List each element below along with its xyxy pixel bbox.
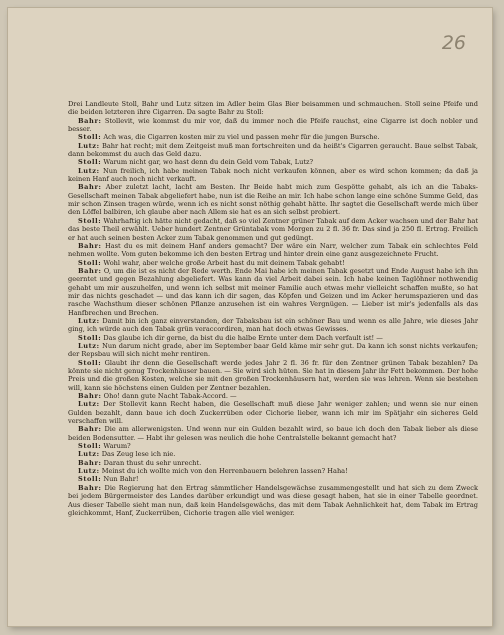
paragraph	[68, 484, 478, 517]
paragraph	[68, 400, 478, 425]
paragraph-text: Warum?	[103, 442, 131, 451]
paragraph-text: Daran thust du sehr unrecht.	[103, 458, 202, 467]
paragraph	[68, 317, 478, 334]
paragraph-text: Nun freilich, ich habe meinen Tabak noch nicht verkaufen können, aber es wird schon kommen; da daß ja keinen Hanf auch noch nicht verkauft.	[68, 166, 478, 184]
paragraph-text: Das glaube ich dir gerne, da bist du die halbe Ernte unter dem Dach verfault ist! —	[103, 333, 383, 342]
paragraph	[68, 359, 478, 392]
speaker-name: Stoll:	[78, 475, 102, 484]
speaker-name: Bahr:	[78, 116, 102, 125]
paragraph-text: Die am allerwenigsten. Und wenn nur ein Gulden bezahlt wird, so baue ich doch den Tabak lieber als diese beiden Bodensutter. — Habt ihr gelesen was neulich die hohe Centralstelle bekannt gemacht hat?	[68, 425, 478, 442]
speaker-name: Stoll:	[78, 358, 102, 367]
paragraph	[68, 117, 478, 134]
paragraph-text: Damit bin ich ganz einverstanden, der Tabaksbau ist ein schöner Bau und wenn es alle Jahre, wie dieses Jahr ging, ich würde auch den Tabak grün veraccordiren, man hat doch etwas Gewisses.	[68, 316, 478, 334]
speaker-name: Stoll:	[78, 216, 102, 225]
paragraph-text: Bahr hat recht; mit dem Zeitgeist muß man fortschreiten und da heißt's Cigarren geraucht. Baue selbst Tabak, dann bekommst du auch das Geld dazu.	[68, 141, 478, 159]
speaker-name: Bahr:	[78, 266, 102, 275]
paragraph-text: Nun Bahr!	[103, 475, 139, 484]
speaker-name: Stoll:	[78, 133, 102, 142]
speaker-name: Lutz:	[78, 316, 100, 325]
paragraph-text: Glaubt ihr denn die Gesellschaft werde jedes Jahr 2 fl. 36 fr. für den Zentner grünen Tabak bezahlen? Da könnte sie nicht genug Trockenhäuser bauen. — Sie wird sich hüten. Sie hat in diesem Jahr ihr Fett bekommen. Der hohe Preis und die großen Kosten, welche sie mit den großen Trockenhäusern hat, werden sie was lehren. Wenn sie bestehen will, kann sie höchstens einen Gulden per Zentner bezahlen.	[68, 358, 478, 392]
paragraph-text: Warum nicht gar, wo hast denn du dein Geld vom Tabak, Lutz?	[103, 158, 313, 167]
speaker-name: Lutz:	[78, 400, 100, 409]
speaker-name: Lutz:	[78, 467, 100, 476]
paragraph	[68, 425, 478, 442]
speaker-name: Bahr:	[78, 241, 102, 250]
paragraph	[68, 267, 478, 317]
speaker-name: Lutz:	[78, 141, 100, 150]
paragraph	[68, 158, 478, 166]
speaker-name: Lutz:	[78, 166, 100, 175]
speaker-name: Bahr:	[78, 183, 102, 192]
paragraph-text: O, um die ist es nicht der Rede werth. Ende Mai habe ich meinen Tabak gesetzt und Ende August habe ich ihn geerntet und gegen Bezahlung abgeliefert. Was kann da viel Arbeit dabei sein. Ich habe keinen Taglöhner nothwendig gehabt um mir auszuhelfen, und wenn ich selbst mit meiner Familie auch etwas mehr vielleicht schaffen mußte, so hat mir das nichts geschadet — und das kann ich dir sagen, das Köpfen und Geizen und im Acker herumspazieren und das rasche Wachsthum dieser schönen Pflanze anzusehen ist ein wahres Vergnügen. — Lieber ist mir's jedenfalls als das Hanfbrechen und Brechen.	[68, 266, 478, 317]
paragraph-text: Wahrhaftig ich hätte nicht gedacht, daß so viel Zentner grüner Tabak auf dem Acker wachsen und der Bahr hat das beste Theil erwählt. Ueber hundert Zentner Grüntabak vom Morgen zu 2 fl. 36 fr. Das sind ja 250 fl. Ertrag. Freilich er hat auch seinen besten Acker zum Tabak genommen und gut gedüngt.	[68, 216, 478, 242]
speaker-name: Stoll:	[78, 333, 102, 342]
dialogue-text	[68, 100, 478, 517]
paragraph	[68, 100, 478, 117]
paragraph-text: Hast du es mit deinem Hanf anders gemacht? Der wäre ein Narr, welcher zum Tabak ein schlechtes Feld nehmen wollte. Vom guten bekomme ich den besten Ertrag und hinter drein eine ganz ausgezeichnete Frucht.	[68, 241, 478, 259]
paragraph-text: Die Regierung hat den Ertrag sämmtlicher Handelsgewächse zusammengestellt und hat sich zu dem Zweck bei jedem Bürgermeister des Landes darüber erkundigt und was diese gesagt haben, hat sie in einer Tabelle geordnet. Aus dieser Tabelle sieht man nun, daß kein Handelsgewächs, das mit dem Tabak Aehnlichkeit hat, dem Tabak im Ertrag gleichkommt, Hanf, Zuckerrüben, Cichorie tragen alle viel weniger.	[68, 483, 478, 517]
paragraph-text: Wohl wahr, aber welche große Arbeit hast du mit deinem Tabak gehabt!	[103, 258, 345, 267]
paragraph-text: Der Stollevit kann Recht haben, die Gesellschaft muß diese Jahr weniger zahlen; und wenn sie nur einen Gulden bezahlt, dann baue ich doch Zuckerrüben oder Cichorie lieber, wann ich mir im Spätjahr ein sicheres Geld verschaffen will.	[68, 400, 478, 426]
speaker-name: Bahr:	[78, 392, 102, 401]
paragraph	[68, 217, 478, 242]
paragraph-text: Stollevit, wie kommst du mir vor, daß du immer noch die Pfeife rauchst, eine Cigarre ist doch nobler und besser.	[68, 116, 478, 134]
paragraph	[68, 259, 478, 267]
speaker-name: Lutz:	[78, 341, 100, 350]
paragraph	[68, 475, 478, 483]
paragraph	[68, 334, 478, 342]
paragraph-text: Nun darum nicht grade, aber im September baar Geld käme mir sehr gut. Da kann ich sonst nichts verkaufen; der Repsbau will sich nicht mehr rentiren.	[68, 341, 478, 359]
paragraph	[68, 142, 478, 159]
paragraph	[68, 467, 478, 475]
speaker-name: Stoll:	[78, 258, 102, 267]
page-number: 26	[441, 32, 466, 54]
speaker-name: Bahr:	[78, 458, 102, 467]
paragraph-text: Ach was, die Cigarren kosten mir zu viel und passen mehr für die jungen Bursche.	[103, 133, 380, 142]
speaker-name: Stoll:	[78, 158, 102, 167]
paragraph	[68, 392, 478, 400]
paragraph	[68, 442, 478, 450]
paragraph-text: Aber zuletzt lacht, lacht am Besten. Ihr Beide habt mich zum Gespötte gehabt, als ich an die Tabaks-Gesellschaft meinen Tabak abgeliefert habe, nun ist die Reihe an mir. Ich habe schon lange eine schöne Summe Geld, das mir schon Zinsen tragen würde, wenn ich es nicht sonst nöthig gehabt hätte. Ihr sagtet die Gesellschaft werde mich über den Löffel balbiren, ich glaube aber nach Allem sie hat es an sich selbst probiert.	[68, 183, 478, 217]
speaker-name: Bahr:	[78, 425, 102, 434]
paragraph	[68, 133, 478, 141]
paragraph	[68, 450, 478, 458]
paragraph	[68, 183, 478, 216]
speaker-name: Bahr:	[78, 483, 102, 492]
paragraph-text: Meinst du ich wollte mich von den Herrenbauern belehren lassen? Haha!	[101, 467, 348, 476]
speaker-name: Lutz:	[78, 450, 100, 459]
paragraph	[68, 459, 478, 467]
paragraph	[68, 342, 478, 359]
paragraph	[68, 242, 478, 259]
speaker-name: Stoll:	[78, 442, 102, 451]
paragraph	[68, 167, 478, 184]
document-page	[8, 8, 492, 626]
paragraph-text: Oho! dann gute Nacht Tabak-Accord. —	[103, 392, 237, 401]
paragraph-text: Drei Landleute Stoll, Bahr und Lutz sitzen im Adler beim Glas Bier beisammen und schmauchen. Stoll seine Pfeife und die beiden letzteren ihre Cigarren. Da sagte Bahr zu Stoll:	[68, 100, 478, 117]
paragraph-text: Das Zeug lese ich nie.	[101, 450, 176, 459]
